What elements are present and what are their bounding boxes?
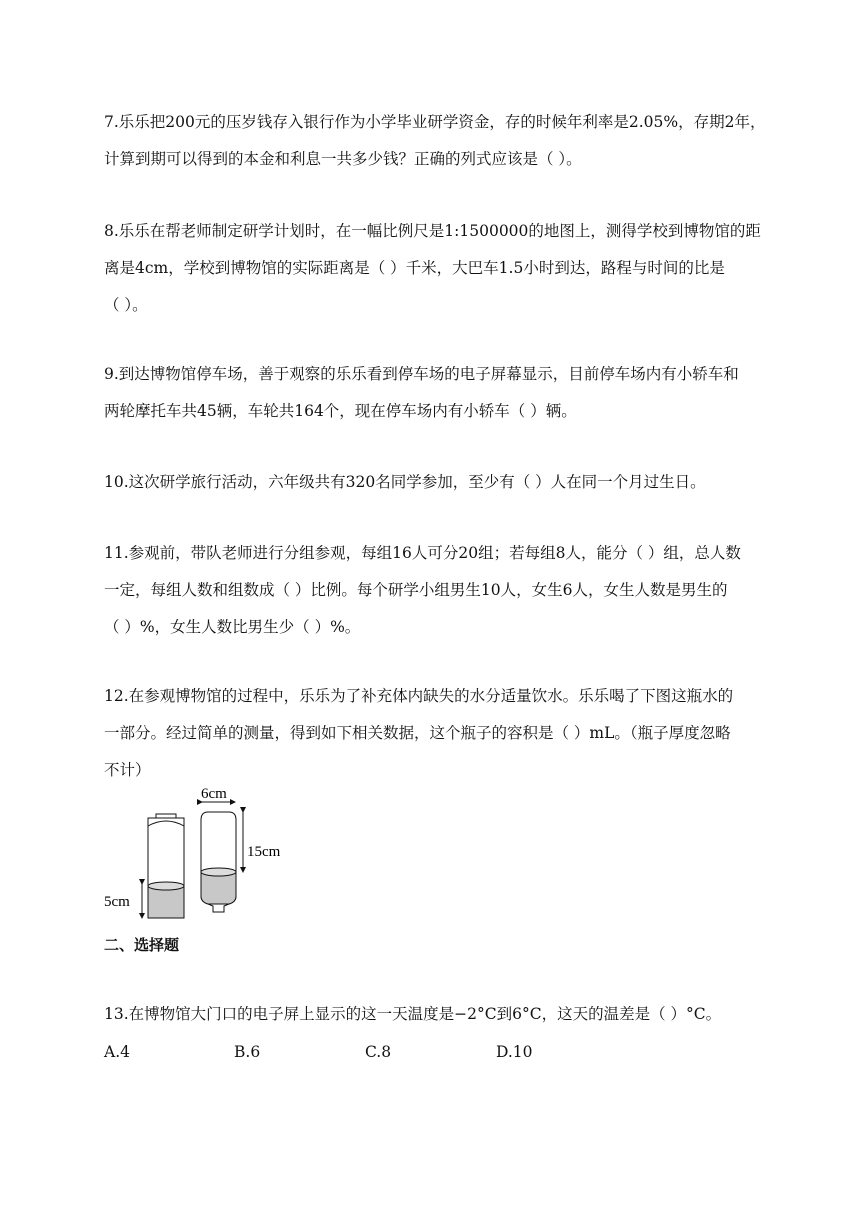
question-7 (104, 104, 764, 178)
question-8-line-1: 8.乐乐在帮老师制定研学计划时，在一幅比例尺是1:1500000的地图上，测得学校到博物馆的距 (104, 222, 761, 240)
question-9 (104, 356, 764, 430)
option-c[interactable]: C.8 (365, 1043, 392, 1061)
question-12-line-2: 一部分。经过简单的测量，得到如下相关数据，这个瓶子的容积是（ ）mL。（瓶子厚度忽略 (104, 724, 731, 742)
question-13 (104, 996, 764, 1033)
question-12-line-1: 12.在参观博物馆的过程中，乐乐为了补充体内缺失的水分适量饮水。乐乐喝了下图这瓶水的 (104, 687, 734, 705)
label-water-height: 5cm (104, 894, 130, 910)
question-11-line-3: （ ）%，女生人数比男生少（ ）%。 (104, 618, 361, 636)
option-d[interactable]: D.10 (496, 1043, 533, 1061)
question-11-line-2: 一定，每组人数和组数成（ ）比例。每个研学小组男生10人，女生6人，女生人数是男生的 (104, 581, 728, 599)
question-8-line-3: （ ）。 (104, 296, 148, 314)
question-8 (104, 213, 764, 324)
question-12 (104, 678, 764, 789)
option-a[interactable]: A.4 (104, 1043, 130, 1061)
bottle-upright (142, 814, 184, 918)
section-title: 二、选择题 (104, 936, 180, 954)
label-bottle-height: 15cm (247, 844, 281, 860)
question-9-line-2: 两轮摩托车共45辆，车轮共164个，现在停车场内有小轿车（ ）辆。 (104, 402, 577, 420)
question-10-line-1: 10.这次研学旅行活动，六年级共有320名同学参加，至少有（ ）人在同一个月过生日。 (104, 473, 706, 491)
option-b[interactable]: B.6 (234, 1043, 261, 1061)
question-7-line-2: 计算到期可以得到的本金和利息一共多少钱？正确的列式应该是（ ）。 (104, 150, 582, 168)
water-fill-upright (148, 886, 184, 918)
label-bottle-width: 6cm (201, 788, 227, 802)
question-13-line-1: 13.在博物馆大门口的电子屏上显示的这一天温度是−2°C到6°C，这天的温差是（ ）°C。 (104, 1005, 722, 1023)
question-8-line-2: 离是4cm，学校到博物馆的实际距离是（ ）千米，大巴车1.5小时到达，路程与时间的比是 (104, 259, 725, 277)
bottle-diagram (96, 788, 296, 928)
question-9-line-1: 9.到达博物馆停车场，善于观察的乐乐看到停车场的电子屏幕显示，目前停车场内有小轿车和 (104, 365, 739, 383)
water-fill-inverted (201, 872, 236, 904)
question-12-line-3: 不计） (104, 761, 151, 779)
question-7-line-1: 7.乐乐把200元的压岁钱存入银行作为小学毕业研学资金，存的时候年利率是2.05%，存期2年， (104, 113, 766, 131)
bottle-figure (96, 788, 296, 928)
question-11-line-1: 11.参观前，带队老师进行分组参观，每组16人可分20组；若每组8人，能分（ ）组，总人数 (104, 544, 741, 562)
question-11 (104, 535, 764, 646)
question-10 (104, 464, 764, 501)
bottle-inverted (201, 802, 243, 912)
